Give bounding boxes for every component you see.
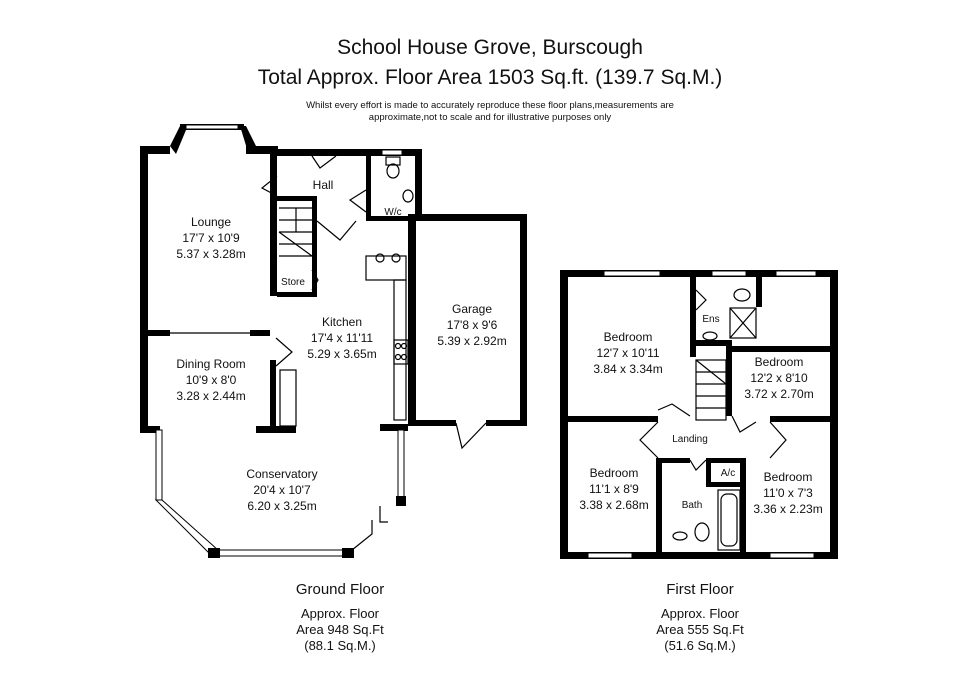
lounge-dining-divider-right xyxy=(250,330,270,336)
bed1-label: Bedroom xyxy=(603,330,653,344)
bed4-label: Bedroom xyxy=(763,470,813,484)
bed4-window xyxy=(770,553,814,558)
garage-metric: 5.39 x 2.92m xyxy=(437,334,507,348)
ens-door xyxy=(696,290,706,310)
ground-floor-area-2: Area 948 Sq.Ft xyxy=(296,622,384,637)
lounge-north-wall-left xyxy=(140,146,170,154)
first-floor-area-1: Approx. Floor xyxy=(660,606,740,621)
ens-toilet-icon xyxy=(734,289,750,301)
bed2-imperial: 12'2 x 8'10 xyxy=(750,371,808,385)
store-label: Store xyxy=(281,277,305,288)
ac-north-wall xyxy=(706,458,746,463)
total-floor-area: Total Approx. Floor Area 1503 Sq.ft. (139.7 Sq.M.) xyxy=(257,66,723,89)
conservatory-corner-ne xyxy=(396,496,406,506)
bed2-label: Bedroom xyxy=(754,355,804,369)
ff-east-wall xyxy=(830,270,838,558)
first-floor-area-2: Area 555 Sq.Ft xyxy=(656,622,744,637)
bed2-door xyxy=(732,416,756,432)
kitchen-sink-2 xyxy=(392,254,400,262)
garage-north-wall xyxy=(415,214,527,221)
bath-toilet-icon xyxy=(695,523,709,541)
hall-east-wall xyxy=(312,196,317,296)
wc-window xyxy=(382,150,402,155)
ac-west-wall xyxy=(706,458,711,486)
bath-label: Bath xyxy=(681,500,703,511)
conservatory-window-east xyxy=(398,430,404,498)
wc-basin-icon xyxy=(403,190,413,202)
bed2-west-wall xyxy=(726,340,732,416)
kitchen-metric: 5.29 x 3.65m xyxy=(307,347,377,361)
dining-metric: 3.28 x 2.44m xyxy=(176,389,246,403)
ens-label: Ens xyxy=(702,314,720,325)
dining-unit xyxy=(280,370,296,426)
conservatory-window-sw xyxy=(156,500,218,556)
wc-west-wall xyxy=(366,156,371,221)
kitchen-worktop xyxy=(394,280,406,420)
conservatory-door xyxy=(352,520,372,550)
plan-title: School House Grove, Burscough xyxy=(337,36,643,59)
bed1-door xyxy=(658,404,690,416)
conservatory-metric: 6.20 x 3.25m xyxy=(247,499,317,513)
kitchen-imperial: 17'4 x 11'11 xyxy=(310,331,374,345)
bed2-north-wall xyxy=(732,346,830,352)
kitchen-label: Kitchen xyxy=(321,315,363,329)
first-floor-plan xyxy=(560,270,838,559)
lounge-east-wall xyxy=(270,146,277,296)
hall-label: Hall xyxy=(312,178,334,192)
bed4-imperial: 11'0 x 7'3 xyxy=(763,486,813,500)
conservatory-step xyxy=(380,506,388,522)
bay-window xyxy=(186,125,238,129)
garage-south-wall-left xyxy=(408,420,456,426)
dining-east-wall xyxy=(270,360,276,430)
first-floor-area-3: (51.6 Sq.M.) xyxy=(664,638,736,653)
bed3-label: Bedroom xyxy=(589,466,639,480)
bed3-east-wall xyxy=(656,458,662,554)
ens-basin-icon xyxy=(703,332,717,340)
ground-floor-area-3: (88.1 Sq.M.) xyxy=(304,638,376,653)
wc-toilet-icon xyxy=(387,164,399,178)
landing-label: Landing xyxy=(672,434,708,445)
ac-label: A/c xyxy=(720,468,736,479)
dining-door xyxy=(276,338,292,366)
bed1-metric: 3.84 x 3.34m xyxy=(593,362,663,376)
conservatory-label: Conservatory xyxy=(246,467,318,481)
ground-floor-area-1: Approx. Floor xyxy=(300,606,380,621)
first-floor-caption xyxy=(620,582,780,654)
bath-north-wall-left xyxy=(662,458,690,463)
bath-basin-icon xyxy=(673,532,687,540)
ens-east-wall xyxy=(756,277,762,307)
disclaimer-line-1: Whilst every effort is made to accurately reproduce these floor plans,measurements are xyxy=(306,100,674,111)
store-south-wall xyxy=(277,292,317,297)
dining-imperial: 10'9 x 8'0 xyxy=(185,373,237,387)
lounge-dining-divider-left xyxy=(148,330,170,336)
bed4-metric: 3.36 x 2.23m xyxy=(753,502,823,516)
kitchen-door xyxy=(317,221,356,240)
bed3-window xyxy=(588,553,632,558)
conservatory-window-south xyxy=(218,550,344,556)
bed3-door xyxy=(640,422,658,458)
ens-south-wall xyxy=(696,340,726,346)
first-floor-stairs xyxy=(696,360,726,420)
conservatory-window-west xyxy=(156,430,162,500)
bed4-west-wall xyxy=(740,458,746,554)
garage-west-wall xyxy=(408,214,416,426)
wc-door xyxy=(350,190,366,212)
ff-west-wall xyxy=(560,270,568,558)
disclaimer-line-2: approximate,not to scale and for illustrative purposes only xyxy=(368,112,612,123)
conservatory-corner-sw xyxy=(208,548,220,558)
bed2-metric: 3.72 x 2.70m xyxy=(744,387,814,401)
bed1-window xyxy=(604,271,660,276)
bed2-south-wall xyxy=(770,416,830,422)
ground-stairs xyxy=(279,208,312,256)
bath-door xyxy=(690,460,706,470)
conservatory-imperial: 20'4 x 10'7 xyxy=(253,483,311,497)
bed4-door xyxy=(770,422,786,458)
bed1-south-wall xyxy=(568,416,658,422)
lounge-west-wall xyxy=(140,146,148,432)
lounge-label: Lounge xyxy=(190,215,232,229)
bed3-metric: 3.38 x 2.68m xyxy=(579,498,649,512)
garage-imperial: 17'8 x 9'6 xyxy=(446,318,498,332)
first-floor-heading: First Floor xyxy=(666,581,734,598)
dining-label: Dining Room xyxy=(176,357,246,371)
bed2-window xyxy=(776,271,816,276)
garage-south-wall-right xyxy=(486,420,527,426)
lounge-metric: 5.37 x 3.28m xyxy=(176,247,246,261)
ac-south-wall xyxy=(706,482,746,487)
wc-east-wall xyxy=(415,149,422,219)
ground-floor-plan xyxy=(140,124,527,558)
bed1-east-wall xyxy=(690,277,696,357)
garage-label: Garage xyxy=(451,302,493,316)
bed3-imperial: 11'1 x 8'9 xyxy=(589,482,639,496)
garage-door xyxy=(456,423,486,448)
lounge-imperial: 17'7 x 10'9 xyxy=(182,231,240,245)
garage-east-wall xyxy=(520,214,527,426)
hall-door xyxy=(312,156,336,168)
ground-floor-caption xyxy=(260,582,420,654)
bed1-imperial: 12'7 x 10'11 xyxy=(596,346,660,360)
wc-label: W/c xyxy=(384,207,402,218)
stair-wall xyxy=(277,196,317,201)
ens-window xyxy=(712,271,746,276)
kitchen-sink-1 xyxy=(376,254,384,262)
ground-floor-heading: Ground Floor xyxy=(295,581,385,598)
